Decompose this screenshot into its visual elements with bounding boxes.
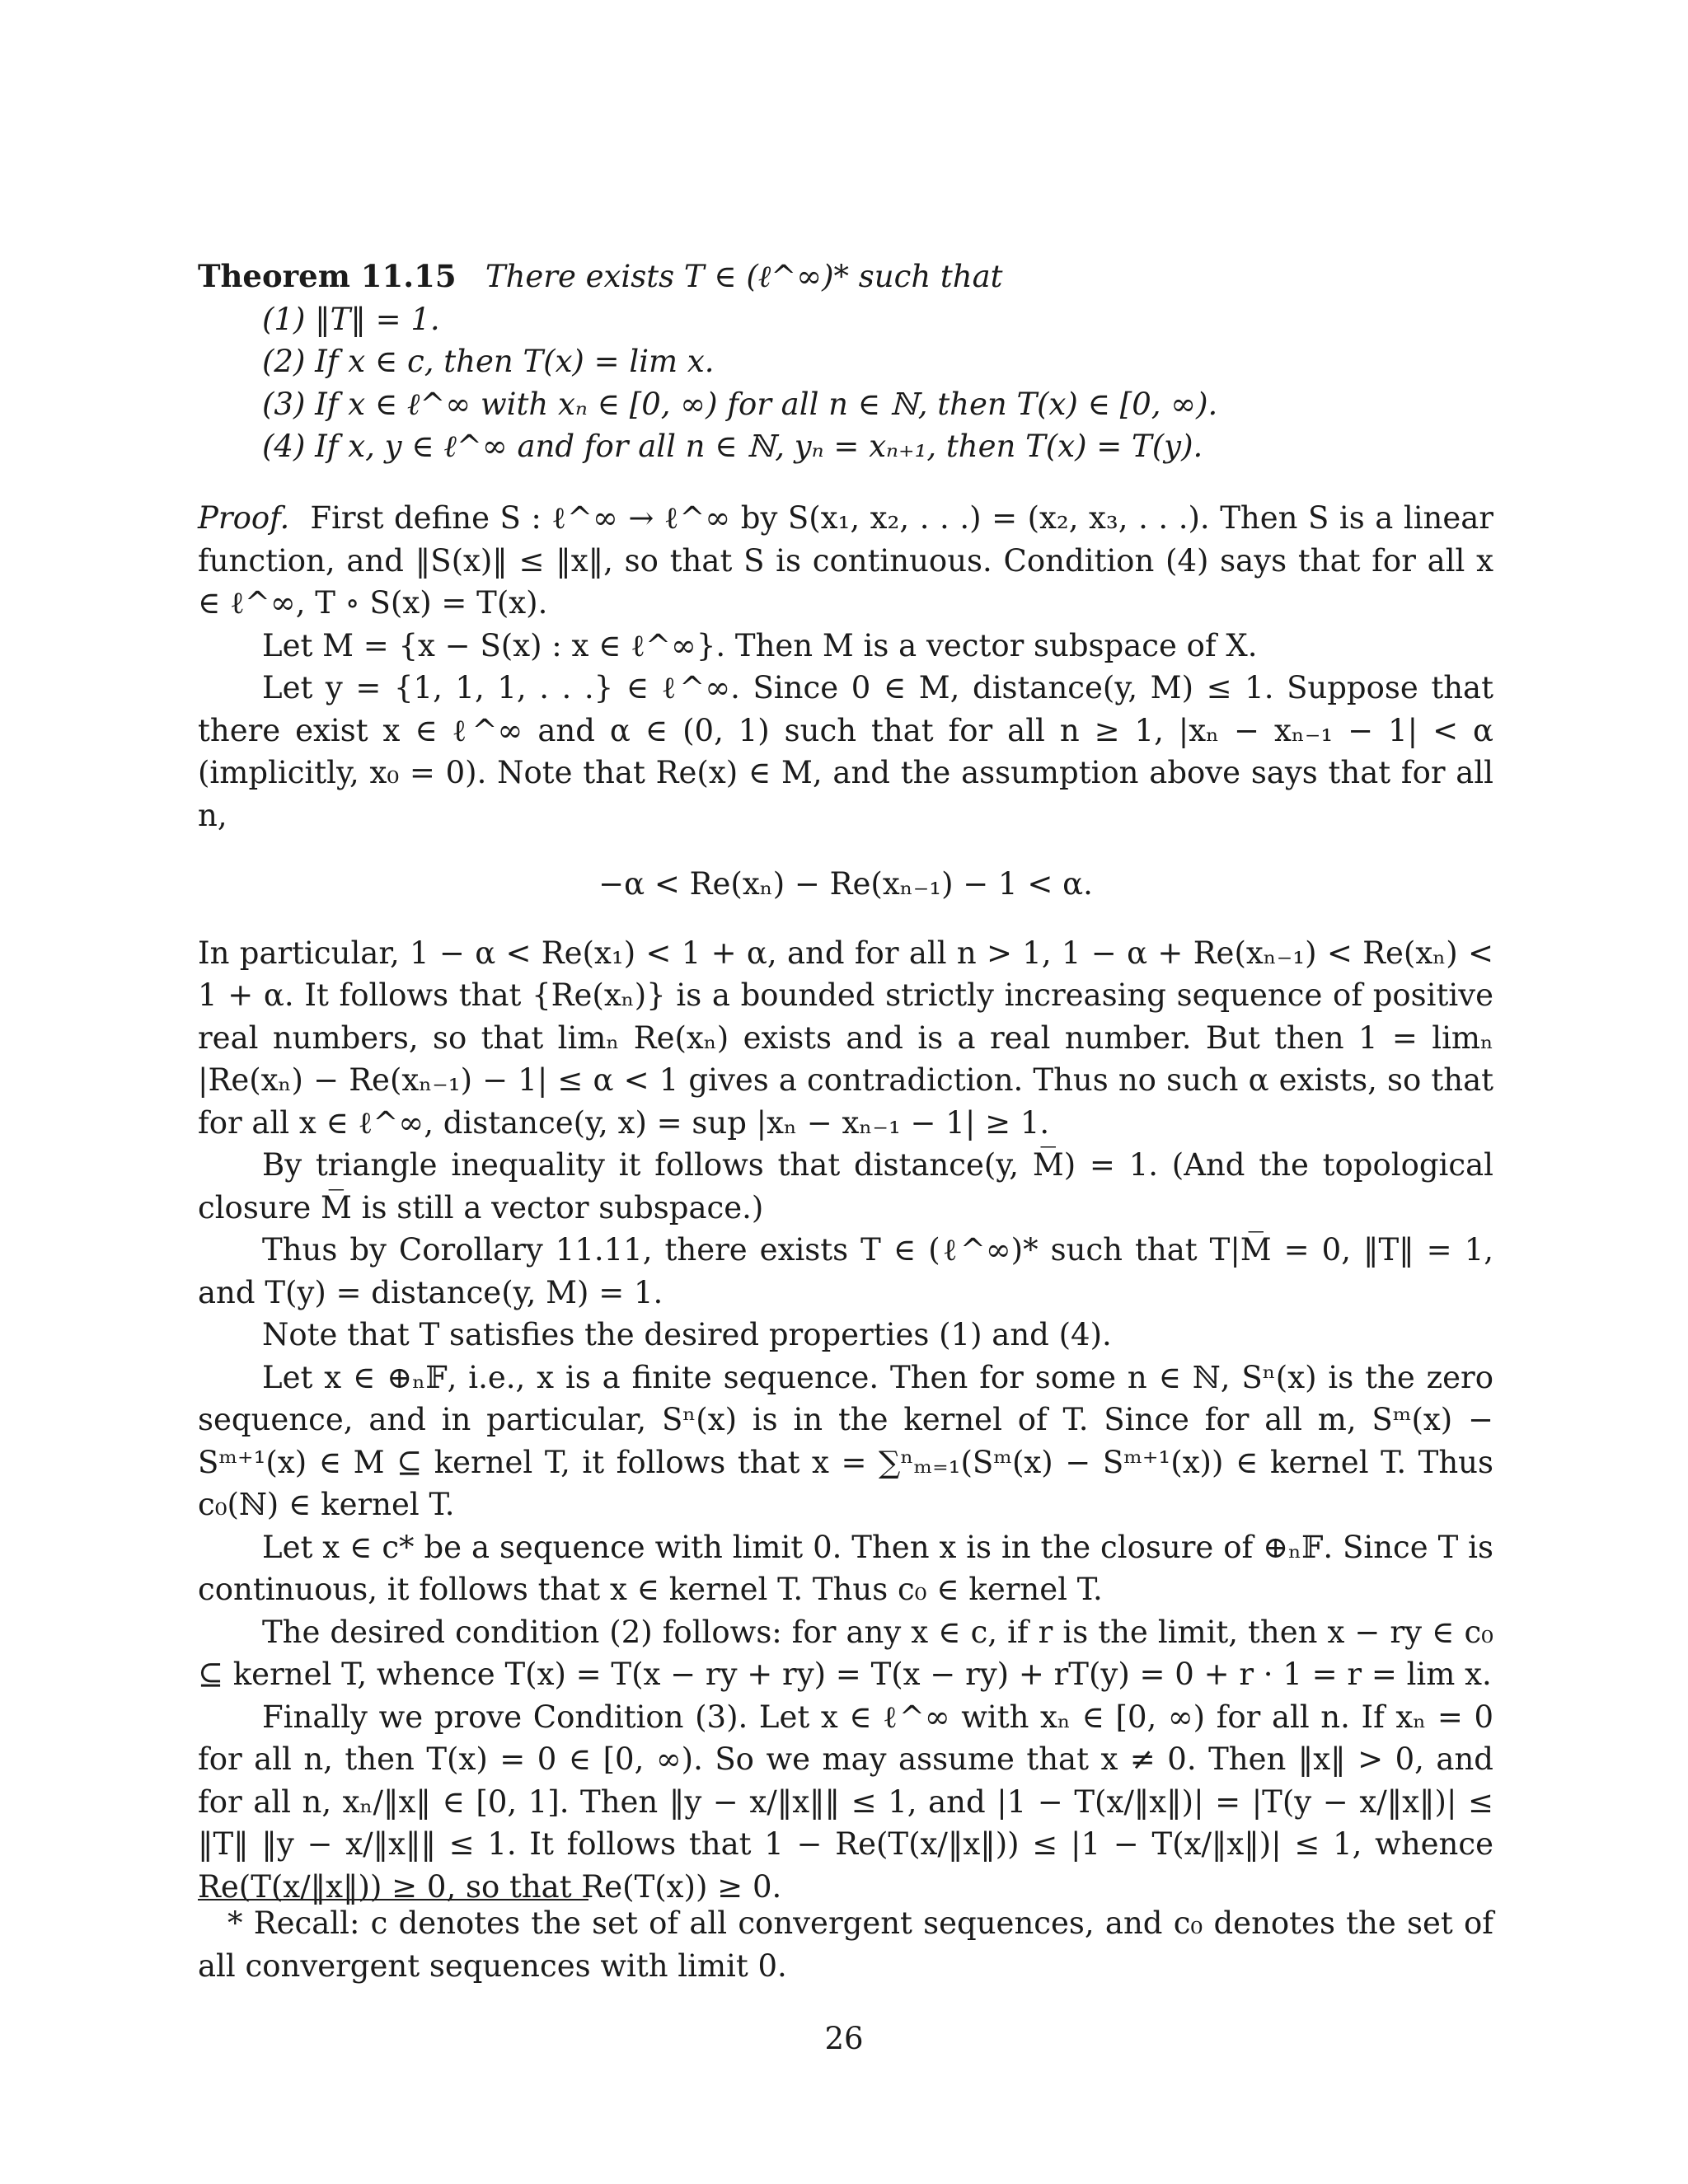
proof-paragraph-6: Thus by Corollary 11.11, there exists T ∈ (ℓ^∞)* such that T|M̅ = 0, ‖T‖ = 1, and T(y) = distance(y, M) = 1.	[198, 1232, 1493, 1310]
theorem-header	[198, 255, 1493, 298]
theorem-statement: There exists T ∈ (ℓ^∞)* such that	[485, 259, 1003, 294]
theorem-label: Theorem 11.15	[198, 258, 457, 294]
footnote-block	[198, 1902, 1493, 1987]
proof-paragraph-10: The desired condition (2) follows: for any x ∈ c, if r is the limit, then x − ry ∈ c₀ ⊆ kernel T, whence T(x) = T(x − ry + ry) = T(x − ry) + rT(y) = 0 + r · 1 = r = lim x.	[198, 1614, 1493, 1692]
proof-paragraph-9: Let x ∈ c* be a sequence with limit 0. Then x is in the closure of ⊕ₙ𝔽. Since T is continuous, it follows that x ∈ kernel T. Thus c₀ ∈ kernel T.	[198, 1529, 1493, 1607]
proof-paragraph-2: Let M = {x − S(x) : x ∈ ℓ^∞}. Then M is a vector subspace of X.	[262, 627, 1258, 663]
theorem-item-2: (2) If x ∈ c, then T(x) = lim x.	[262, 344, 715, 379]
proof-paragraph-7: Note that T satisfies the desired properties (1) and (4).	[262, 1317, 1112, 1352]
proof-block	[198, 497, 1493, 1908]
footnote: * Recall: c denotes the set of all convergent sequences, and c₀ denotes the set of all convergent sequences with limit 0.	[198, 1905, 1493, 1984]
proof-paragraph-3: Let y = {1, 1, 1, . . .} ∈ ℓ^∞. Since 0 ∈ M, distance(y, M) ≤ 1. Suppose that there exist x ∈ ℓ^∞ and α ∈ (0, 1) such that for all n ≥ 1, |xₙ − xₙ₋₁ − 1| < α (implicitly, x₀ = 0). Note that Re(x) ∈ M, and the assumption above says that for all n,	[198, 670, 1493, 833]
theorem-block	[198, 255, 1493, 468]
proof-p1-text: First define S : ℓ^∞ → ℓ^∞ by S(x₁, x₂, . . .) = (x₂, x₃, . . .). Then S is a linear function, and ‖S(x)‖ ≤ ‖x‖, so that S is continuous. Condition (4) says that for all x ∈ ℓ^∞, T ∘ S(x) = T(x).	[198, 500, 1493, 621]
page-number: 26	[824, 2021, 864, 2056]
proof-paragraph-8: Let x ∈ ⊕ₙ𝔽, i.e., x is a finite sequence. Then for some n ∈ ℕ, Sⁿ(x) is the zero sequence, and in particular, Sⁿ(x) is in the kernel of T. Since for all m, Sᵐ(x) − Sᵐ⁺¹(x) ∈ M ⊆ kernel T, it follows that x = ∑ⁿₘ₌₁(Sᵐ(x) − Sᵐ⁺¹(x)) ∈ kernel T. Thus c₀(ℕ) ∈ kernel T.	[198, 1359, 1493, 1522]
proof-paragraph-5: By triangle inequality it follows that distance(y, M̅) = 1. (And the topological closure M̅ is still a vector subspace.)	[198, 1147, 1493, 1226]
theorem-item-3: (3) If x ∈ ℓ^∞ with xₙ ∈ [0, ∞) for all n ∈ ℕ, then T(x) ∈ [0, ∞).	[262, 386, 1218, 422]
proof-paragraph-1	[198, 497, 1493, 625]
proof-label: Proof.	[198, 500, 290, 536]
proof-paragraph-4: In particular, 1 − α < Re(x₁) < 1 + α, and for all n > 1, 1 − α + Re(xₙ₋₁) < Re(xₙ) < 1 + α. It follows that {Re(xₙ)} is a bounded strictly increasing sequence of positive real numbers, so that limₙ Re(xₙ) exists and is a real number. But then 1 = limₙ |Re(xₙ) − Re(xₙ₋₁) − 1| ≤ α < 1 gives a contradiction. Thus no such α exists, so that for all x ∈ ℓ^∞, distance(y, x) = sup |xₙ − xₙ₋₁ − 1| ≥ 1.	[198, 935, 1493, 1141]
footnote-rule	[198, 1899, 588, 1900]
theorem-item-4: (4) If x, y ∈ ℓ^∞ and for all n ∈ ℕ, yₙ = xₙ₊₁, then T(x) = T(y).	[262, 429, 1203, 464]
proof-paragraph-11: Finally we prove Condition (3). Let x ∈ ℓ^∞ with xₙ ∈ [0, ∞) for all n. If xₙ = 0 for all n, then T(x) = 0 ∈ [0, ∞). So we may assume that x ≠ 0. Then ‖x‖ > 0, and for all n, xₙ/‖x‖ ∈ [0, 1]. Then ‖y − x/‖x‖‖ ≤ 1, and |1 − T(x/‖x‖)| = |T(y − x/‖x‖)| ≤ ‖T‖ ‖y − x/‖x‖‖ ≤ 1. It follows that 1 − Re(T(x/‖x‖)) ≤ |1 − T(x/‖x‖)| ≤ 1, whence Re(T(x/‖x‖)) ≥ 0, so that Re(T(x)) ≥ 0.	[198, 1699, 1493, 1905]
theorem-item-1: (1) ‖T‖ = 1.	[262, 301, 440, 337]
display-equation: −α < Re(xₙ) − Re(xₙ₋₁) − 1 < α.	[598, 866, 1093, 902]
